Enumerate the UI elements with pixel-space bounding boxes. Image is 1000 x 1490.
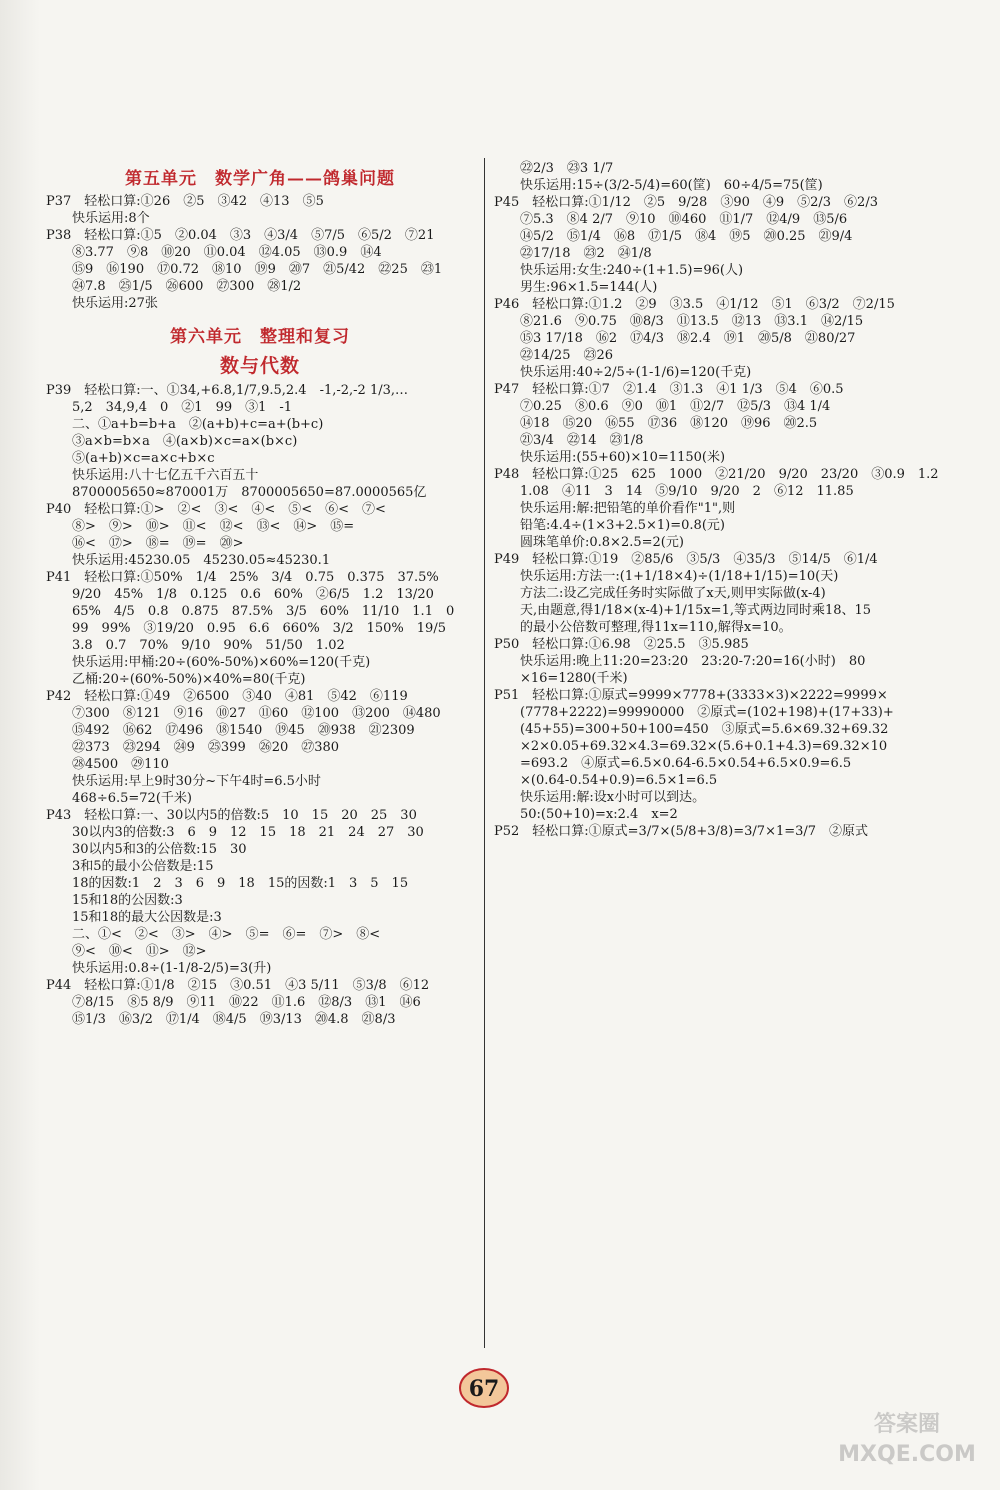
answer-line: 铅笔:4.4÷(1×3+2.5×1)=0.8(元) xyxy=(494,518,725,533)
right-answers xyxy=(494,160,939,840)
answer-line: 快乐运用:解:设x小时可以到达。 xyxy=(494,790,706,805)
answer-line: 天,由题意,得1/18×(x-4)+1/15x=1,等式两边同时乘18、15 xyxy=(494,603,872,618)
right-column xyxy=(494,160,939,840)
unit6-subtitle: 数与代数 xyxy=(219,355,300,377)
answer-line: P37 轻松口算:①26 ②5 ③42 ④13 ⑤5 xyxy=(46,194,324,209)
answer-line: (7778+2222)=99990000 ②原式=(102+198)+(17+33)+ xyxy=(494,705,894,720)
answer-line: ⑮1/3 ⑯3/2 ⑰1/4 ⑱4/5 ⑲3/13 ⑳4.8 ㉑8/3 xyxy=(46,1012,396,1027)
answer-line: 快乐运用:女生:240÷(1+1.5)=96(人) xyxy=(494,263,744,278)
answer-line: P44 轻松口算:①1/8 ②15 ③0.51 ④3 5/11 ⑤3/8 ⑥12 xyxy=(46,978,430,993)
answer-line: 圆珠笔单价:0.8×2.5=2(元) xyxy=(494,535,684,550)
answer-line: P41 轻松口算:①50% 1/4 25% 3/4 0.75 0.375 37.5% xyxy=(46,570,439,585)
answer-line: 50:(50+10)=x:2.4 x=2 xyxy=(494,807,678,822)
answer-line: ⑦5.3 ⑧4 2/7 ⑨10 ⑩460 ⑪1/7 ⑫4/9 ⑬5/6 xyxy=(494,212,848,227)
answer-line: 3和5的最小公倍数是:15 xyxy=(46,859,214,874)
answer-line: 快乐运用:0.8÷(1-1/8-2/5)=3(升) xyxy=(46,961,272,976)
answer-line: ⑨< ⑩< ⑪> ⑫> xyxy=(46,944,207,959)
unit6-title: 第六单元 整理和复习 xyxy=(170,327,350,347)
answer-line: 1.08 ④11 3 14 ⑤9/10 9/20 2 ⑥12 11.85 xyxy=(494,484,854,499)
answer-line: ⑮3 17/18 ⑯2 ⑰4/3 ⑱2.4 ⑲1 ⑳5/8 ㉑80/27 xyxy=(494,331,856,346)
answer-line: ⑧21.6 ⑨0.75 ⑩8/3 ⑪13.5 ⑫13 ⑬3.1 ⑭2/15 xyxy=(494,314,864,329)
answer-line: P51 轻松口算:①原式=9999×7778+(3333×3)×2222=9999× xyxy=(494,688,888,703)
watermark xyxy=(832,1410,982,1480)
answer-line: ㉑3/4 ㉒14 ㉓1/8 xyxy=(494,433,644,448)
answer-line: (45+55)=300+50+100=450 ③原式=5.6×69.32+69.32 xyxy=(494,722,889,737)
watermark-logo: 答案圈 xyxy=(873,1412,940,1437)
answer-line: ⑭18 ⑮20 ⑯55 ⑰36 ⑱120 ⑲96 ⑳2.5 xyxy=(494,416,818,431)
answer-line: ⑭5/2 ⑮1/4 ⑯8 ⑰1/5 ⑱4 ⑲5 ⑳0.25 ㉑9/4 xyxy=(494,229,853,244)
answer-line: 99 99% ③19/20 0.95 6.6 660% 3/2 150% 19/5 xyxy=(46,621,446,636)
answer-line: 二、①a+b=b+a ②(a+b)+c=a+(b+c) xyxy=(46,417,324,432)
answer-line: ③a×b=b×a ④(a×b)×c=a×(b×c) xyxy=(46,434,298,449)
answer-line: ⑦0.25 ⑧0.6 ⑨0 ⑩1 ⑪2/7 ⑫5/3 ⑬4 1/4 xyxy=(494,399,831,414)
answer-line: P47 轻松口算:①7 ②1.4 ③1.3 ④1 1/3 ⑤4 ⑥0.5 xyxy=(494,382,844,397)
answer-line: ×2×0.05+69.32×4.3=69.32×(5.6+0.1+4.3)=69.32×10 xyxy=(494,739,888,754)
answer-line: ⑧3.77 ⑨8 ⑩20 ⑪0.04 ⑫4.05 ⑬0.9 ⑭4 xyxy=(46,245,382,260)
answer-line: 8700005650≈870001万 8700005650=87.0000565亿 xyxy=(46,485,427,500)
answer-line: 15和18的公因数:3 xyxy=(46,893,183,908)
answer-line: P38 轻松口算:①5 ②0.04 ③3 ④3/4 ⑤7/5 ⑥5/2 ⑦21 xyxy=(46,228,435,243)
answer-line: ㉔7.8 ㉕1/5 ㉖600 ㉗300 ㉘1/2 xyxy=(46,279,302,294)
answer-line: ⑯< ⑰> ⑱= ⑲= ⑳> xyxy=(46,536,244,551)
answer-line: P42 轻松口算:①49 ②6500 ③40 ④81 ⑤42 ⑥119 xyxy=(46,689,408,704)
answer-line: 快乐运用:45230.05 45230.05≈45230.1 xyxy=(46,553,331,568)
answer-line: 快乐运用:40÷2/5÷(1-1/6)=120(千克) xyxy=(494,365,752,380)
answer-line: ⑤(a+b)×c=a×c+b×c xyxy=(46,451,215,466)
answer-line: P39 轻松口算:一、①34,+6.8,1/7,9.5,2.4 -1,-2,-2 1/3,… xyxy=(46,383,409,398)
unit5-answers xyxy=(46,193,474,312)
page-number-badge xyxy=(456,1362,512,1410)
answer-line: P40 轻松口算:①> ②< ③< ④< ⑤< ⑥< ⑦< xyxy=(46,502,386,517)
answer-line: 男生:96×1.5=144(人) xyxy=(494,280,658,295)
answer-line: P43 轻松口算:一、30以内5的倍数:5 10 15 20 25 30 xyxy=(46,808,417,823)
answer-line: 15和18的最大公因数是:3 xyxy=(46,910,222,925)
answer-line: P48 轻松口算:①25 625 1000 ②21/20 9/20 23/20 ③0.9 1.2 xyxy=(494,467,939,482)
answer-line: P49 轻松口算:①19 ②85/6 ③5/3 ④35/3 ⑤14/5 ⑥1/4 xyxy=(494,552,878,567)
answer-line: P50 轻松口算:①6.98 ②25.5 ③5.985 xyxy=(494,637,749,652)
unit6-answers xyxy=(46,382,474,1028)
answer-line: 快乐运用:解:把铅笔的单价看作"1",则 xyxy=(494,501,736,516)
watermark-url: MXQE.COM xyxy=(838,1442,976,1467)
answer-line: ×(0.64-0.54+0.9)=6.5×1=6.5 xyxy=(494,773,718,788)
answer-line: P46 轻松口算:①1.2 ②9 ③3.5 ④1/12 ⑤1 ⑥3/2 ⑦2/15 xyxy=(494,297,895,312)
answer-line: ⑦8/15 ⑧5 8/9 ⑨11 ⑩22 ⑪1.6 ⑫8/3 ⑬1 ⑭6 xyxy=(46,995,421,1010)
answer-line: ㉘4500 ㉙110 xyxy=(46,757,169,772)
answer-line: 快乐运用:15÷(3/2-5/4)=60(筐) 60÷4/5=75(筐) xyxy=(494,178,823,193)
answer-line: 快乐运用:晚上11:20=23:20 23:20-7:20=16(小时) 80 xyxy=(494,654,866,669)
answer-line: 30以内3的倍数:3 6 9 12 15 18 21 24 27 30 xyxy=(46,825,424,840)
answer-line: 快乐运用:八十七亿五千六百五十 xyxy=(46,468,259,483)
answer-line: 快乐运用:方法一:(1+1/18×4)÷(1/18+1/15)=10(天) xyxy=(494,569,839,584)
answer-line: ㉒2/3 ㉓3 1/7 xyxy=(494,161,614,176)
answer-line: =693.2 ④原式=6.5×0.64-6.5×0.54+6.5×0.9=6.5 xyxy=(494,756,852,771)
answer-line: 18的因数:1 2 3 6 9 18 15的因数:1 3 5 15 xyxy=(46,876,409,891)
answer-line: ㉒14/25 ㉓26 xyxy=(494,348,614,363)
answer-line: 方法二:设乙完成任务时实际做了x天,则甲实际做(x-4) xyxy=(494,586,826,601)
unit5-title: 第五单元 数学广角——鸽巢问题 xyxy=(125,169,395,189)
answer-line: ⑦300 ⑧121 ⑨16 ⑩27 ⑪60 ⑫100 ⑬200 ⑭480 xyxy=(46,706,441,721)
answer-line: 乙桶:20÷(60%-50%)×40%=80(千克) xyxy=(46,672,306,687)
page-binding-edge xyxy=(0,0,40,1490)
answer-line: ⑮492 ⑯62 ⑰496 ⑱1540 ⑲45 ⑳938 ㉑2309 xyxy=(46,723,415,738)
answer-line: 30以内5和3的公倍数:15 30 xyxy=(46,842,247,857)
answer-line: 65% 4/5 0.8 0.875 87.5% 3/5 60% 11/10 1.1 0 xyxy=(46,604,455,619)
answer-line: 快乐运用:(55+60)×10=1150(米) xyxy=(494,450,726,465)
answer-line: 的最小公倍数可整理,得11x=110,解得x=10。 xyxy=(494,620,792,635)
answer-line: 快乐运用:甲桶:20÷(60%-50%)×60%=120(千克) xyxy=(46,655,371,670)
answer-line: P45 轻松口算:①1/12 ②5 9/28 ③90 ④9 ⑤2/3 ⑥2/3 xyxy=(494,195,878,210)
page-number: 67 xyxy=(468,1376,500,1402)
answer-line: 快乐运用:早上9时30分~下午4时=6.5小时 xyxy=(46,774,321,789)
answer-line: 快乐运用:8个 xyxy=(46,211,150,226)
answer-line: ㉒17/18 ㉓2 ㉔1/8 xyxy=(494,246,652,261)
answer-line: ㉒373 ㉓294 ㉔9 ㉕399 ㉖20 ㉗380 xyxy=(46,740,340,755)
answer-line: ⑧> ⑨> ⑩> ⑪< ⑫< ⑬< ⑭> ⑮= xyxy=(46,519,355,534)
answer-line: 5,2 34,9,4 0 ②1 99 ③1 -1 xyxy=(46,400,293,415)
answer-line: 9/20 45% 1/8 0.125 0.6 60% ②6/5 1.2 13/20 xyxy=(46,587,434,602)
left-column xyxy=(46,160,474,1028)
answer-line: ⑮9 ⑯190 ⑰0.72 ⑱10 ⑲9 ⑳7 ㉑5/42 ㉒25 ㉓1 xyxy=(46,262,443,277)
answer-line: 快乐运用:27张 xyxy=(46,296,158,311)
answer-line: P52 轻松口算:①原式=3/7×(5/8+3/8)=3/7×1=3/7 ②原式 xyxy=(494,824,869,839)
answer-line: ×16=1280(千米) xyxy=(494,671,628,686)
answer-line: 二、①< ②< ③> ④> ⑤= ⑥= ⑦> ⑧< xyxy=(46,927,381,942)
answer-line: 468÷6.5=72(千米) xyxy=(46,791,192,806)
answer-line: 3.8 0.7 70% 9/10 90% 51/50 1.02 xyxy=(46,638,345,653)
column-divider xyxy=(484,158,485,1348)
